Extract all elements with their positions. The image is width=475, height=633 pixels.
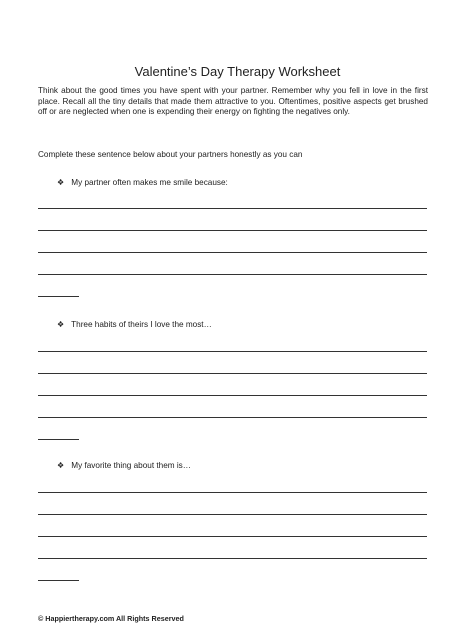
prompt-1 xyxy=(57,178,228,187)
answer-line[interactable] xyxy=(38,230,427,231)
diamond-bullet-icon: ❖ xyxy=(57,320,65,329)
answer-line[interactable] xyxy=(38,417,427,418)
answer-line[interactable] xyxy=(38,351,427,352)
prompt-3-text: My favorite thing about them is… xyxy=(71,461,191,470)
prompt-3 xyxy=(57,461,191,470)
diamond-bullet-icon: ❖ xyxy=(57,178,65,187)
answer-line-end[interactable] xyxy=(38,296,79,297)
prompt-1-text: My partner often makes me smile because: xyxy=(71,178,228,187)
answer-line[interactable] xyxy=(38,536,427,537)
answer-line[interactable] xyxy=(38,558,427,559)
diamond-bullet-icon: ❖ xyxy=(57,461,65,470)
answer-line[interactable] xyxy=(38,208,427,209)
answer-line-end[interactable] xyxy=(38,439,79,440)
worksheet-title: Valentine’s Day Therapy Worksheet xyxy=(134,64,341,79)
answer-line[interactable] xyxy=(38,395,427,396)
prompt-2-text: Three habits of theirs I love the most… xyxy=(71,320,212,329)
instruction-text: Complete these sentence below about your partners honestly as you can xyxy=(38,150,303,159)
intro-paragraph: Think about the good times you have spent with your partner. Remember why you fell in love in the first place. Recall all the tiny details that made them attractive to you. Oftentimes, positive aspects get brushed off or are neglected when one is expending their energy on fighting the negatives only. xyxy=(38,86,428,117)
copyright-footer: © Happiertherapy.com All Rights Reserved xyxy=(38,614,184,623)
answer-line[interactable] xyxy=(38,252,427,253)
answer-line[interactable] xyxy=(38,373,427,374)
answer-line[interactable] xyxy=(38,274,427,275)
answer-line[interactable] xyxy=(38,492,427,493)
prompt-2 xyxy=(57,320,212,329)
answer-line[interactable] xyxy=(38,514,427,515)
answer-line-end[interactable] xyxy=(38,580,79,581)
